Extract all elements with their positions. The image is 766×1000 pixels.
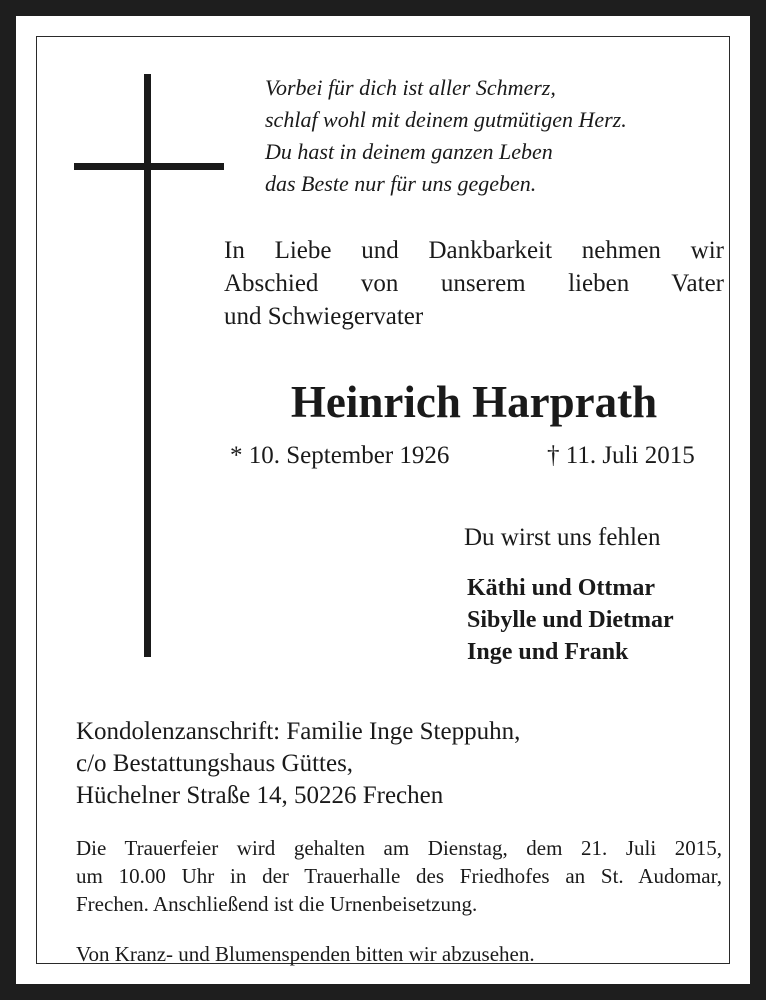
family-member: Inge und Frank	[467, 639, 629, 665]
intro-line: Abschied von unserem lieben Vater	[224, 270, 724, 297]
address-line: c/o Bestattungshaus Güttes,	[76, 750, 354, 777]
address-line: Hüchelner Straße 14, 50226 Frechen	[76, 782, 444, 809]
donation-note: Von Kranz- und Blumenspenden bitten wir abzusehen.	[76, 942, 535, 966]
poem-line: Vorbei für dich ist aller Schmerz,	[265, 75, 556, 100]
birth-date: * 10. September 1926	[230, 442, 450, 469]
intro-text	[224, 234, 724, 333]
address-line: Kondolenzanschrift: Familie Inge Steppuhn,	[76, 718, 521, 745]
family-member: Sibylle und Dietmar	[467, 607, 674, 633]
death-date: † 11. Juli 2015	[547, 442, 695, 469]
ceremony-info	[76, 834, 722, 918]
cross-icon-horizontal-beam	[74, 163, 224, 170]
family-signatures	[467, 572, 674, 668]
condolence-address	[76, 716, 520, 812]
deceased-name: Heinrich Harprath	[290, 377, 658, 427]
family-member: Käthi und Ottmar	[467, 575, 656, 601]
intro-line: und Schwiegervater	[224, 303, 424, 330]
poem-line: das Beste nur für uns gegeben.	[265, 171, 537, 196]
memorial-poem	[265, 72, 627, 200]
ceremony-line: um 10.00 Uhr in der Trauerhalle des Friedhofes an St. Audomar,	[76, 864, 722, 888]
cross-icon-vertical-beam	[144, 74, 151, 657]
poem-line: schlaf wohl mit deinem gutmütigen Herz.	[265, 107, 627, 132]
intro-line: In Liebe und Dankbarkeit nehmen wir	[224, 237, 724, 264]
farewell-line: Du wirst uns fehlen	[464, 524, 661, 551]
poem-line: Du hast in deinem ganzen Leben	[265, 139, 553, 164]
ceremony-line: Die Trauerfeier wird gehalten am Dienstag, dem 21. Juli 2015,	[76, 836, 722, 860]
ceremony-line: Frechen. Anschließend ist die Urnenbeisetzung.	[76, 892, 478, 916]
